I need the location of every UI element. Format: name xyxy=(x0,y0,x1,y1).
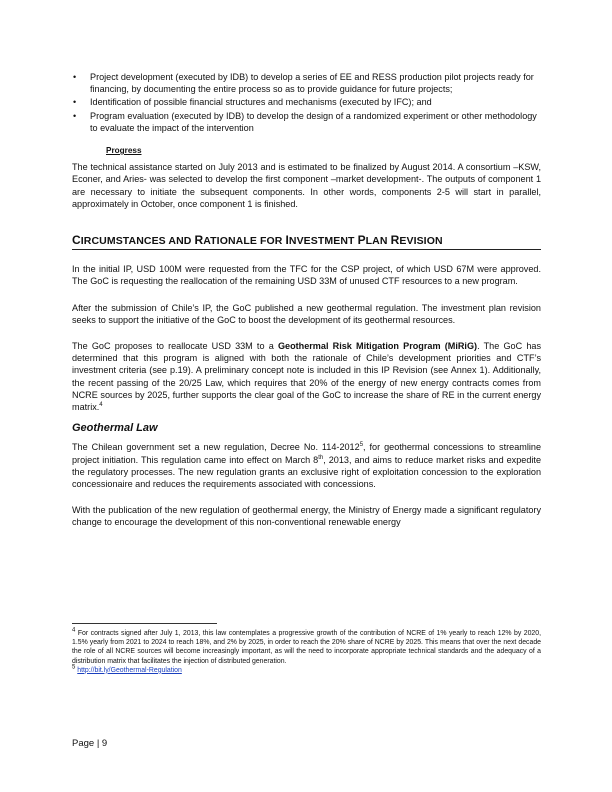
heading-part: INVESTMENT xyxy=(285,233,358,248)
footnotes xyxy=(72,629,541,675)
mirig-paragraph: The GoC proposes to reallocate USD 33M to a Geothermal Risk Mitigation Program (MiRiG). The GoC has determined that this program is aligned with both the rationale of Chile’s development priorities and CTF’s investment criteria (see p.19). A preliminary concept note is included in this IP Revision (see Annex 1). Additionally, the recent passing of the 20/25 Law, which requires that 20% of the energy of new energy contracts comes from NCRE sources by 2025, further supports the clear goal of the GoC to increase the share of RE in the current energy matrix.$^4$ xyxy=(72,341,541,413)
progress-paragraph: The technical assistance started on July 2013 and is estimated to be finalized by August 2014. A consortium –KSW, Econer, and Aries- was selected to develop the first component –market development-. The outputs of component 1 are necessary to initiate the subsequent components. In other words, components 2-5 will start in parallel, approximately in October, once component 1 is finished. xyxy=(72,162,541,209)
heading-part: PLAN xyxy=(357,233,391,248)
heading-part: RATIONALE FOR xyxy=(194,233,286,248)
page-content xyxy=(72,71,541,529)
bullet-icon: • xyxy=(73,97,77,108)
footnote-5: $^5$ http://bit.ly/Geothermal-Regulation xyxy=(72,664,182,674)
section-heading xyxy=(72,234,541,250)
bullet-icon: • xyxy=(73,72,77,82)
bullet-item: • Identification of possible financial structures and mechanisms (executed by IFC); and xyxy=(73,97,432,108)
geothermal-regulation-link[interactable]: http://bit.ly/Geothermal-Regulation xyxy=(77,666,182,674)
page-number: Page | 9 xyxy=(72,738,108,749)
bullet-item: • Program evaluation (executed by IDB) to develop the design of a randomized experiment or other methodology to evaluate the impact of the intervention xyxy=(73,110,537,133)
bullet-icon: • xyxy=(73,110,77,121)
component-bullet-list xyxy=(72,71,541,134)
footnote-ref-4: 4 xyxy=(99,402,103,409)
initial-ip-paragraph: In the initial IP, USD 100M were requested from the TFC for the CSP project, of which USD 67M were approved. The GoC is requesting the reallocation of the remaining USD 33M of unused CTF resources to a new program. xyxy=(72,264,541,287)
geothermal-regulation-paragraph: After the submission of Chile’s IP, the GoC published a new geothermal regulation. The investment plan revision seeks to support the initiative of the GoC to boost the development of its geothermal resources. xyxy=(72,302,541,325)
footnote-4: $^4$ For contracts signed after July 1, 2013, this law contemplates a progressive growth of the contribution of NCRE of 1% yearly to reach 12% by 2020, 1.5% yearly from 2021 to 2024 to reach 18%, and 2% by 2025, in order to reach the 20% share of NCRE by 2025. This means that over the next decade the role of all NCRE sources will become increasingly important, as will the need to incorporate appropriate technical standards and the adequacy of a distribution matrix that facilitates the injection of distributed generation. xyxy=(72,627,541,665)
geothermal-law-heading: Geothermal Law xyxy=(72,422,158,435)
mirig-program-name: Geothermal Risk Mitigation Program (MiRiG) xyxy=(277,341,478,352)
progress-heading: Progress xyxy=(106,146,142,156)
bullet-item: • Project development (executed by IDB) to develop a series of EE and RESS production pilot projects ready for financing, by documenting the entire process so as to provide guidance for future projects; xyxy=(73,72,534,95)
footnote-ref-5: 5 xyxy=(359,442,364,449)
footnote-divider xyxy=(72,623,217,624)
heading-part: CIRCUMSTANCES AND xyxy=(72,233,195,248)
heading-part: REVISION xyxy=(390,233,443,248)
ministry-paragraph: With the publication of the new regulation of geothermal energy, the Ministry of Energy made a significant regulatory change to encourage the development of this non-conventional renewable energy xyxy=(72,505,541,528)
decree-paragraph: The Chilean government set a new regulation, Decree No. 114-2012$^5$, for geothermal concessions to streamline project initiation. This regulation came into effect on March 8th, 2013, and aims to reduce market risks and expedite the regulatory processes. The new regulation grants an exclusive right of exploitation concession to the exploration concessionaire and reduces the requirements associated with concessions. xyxy=(72,442,542,490)
